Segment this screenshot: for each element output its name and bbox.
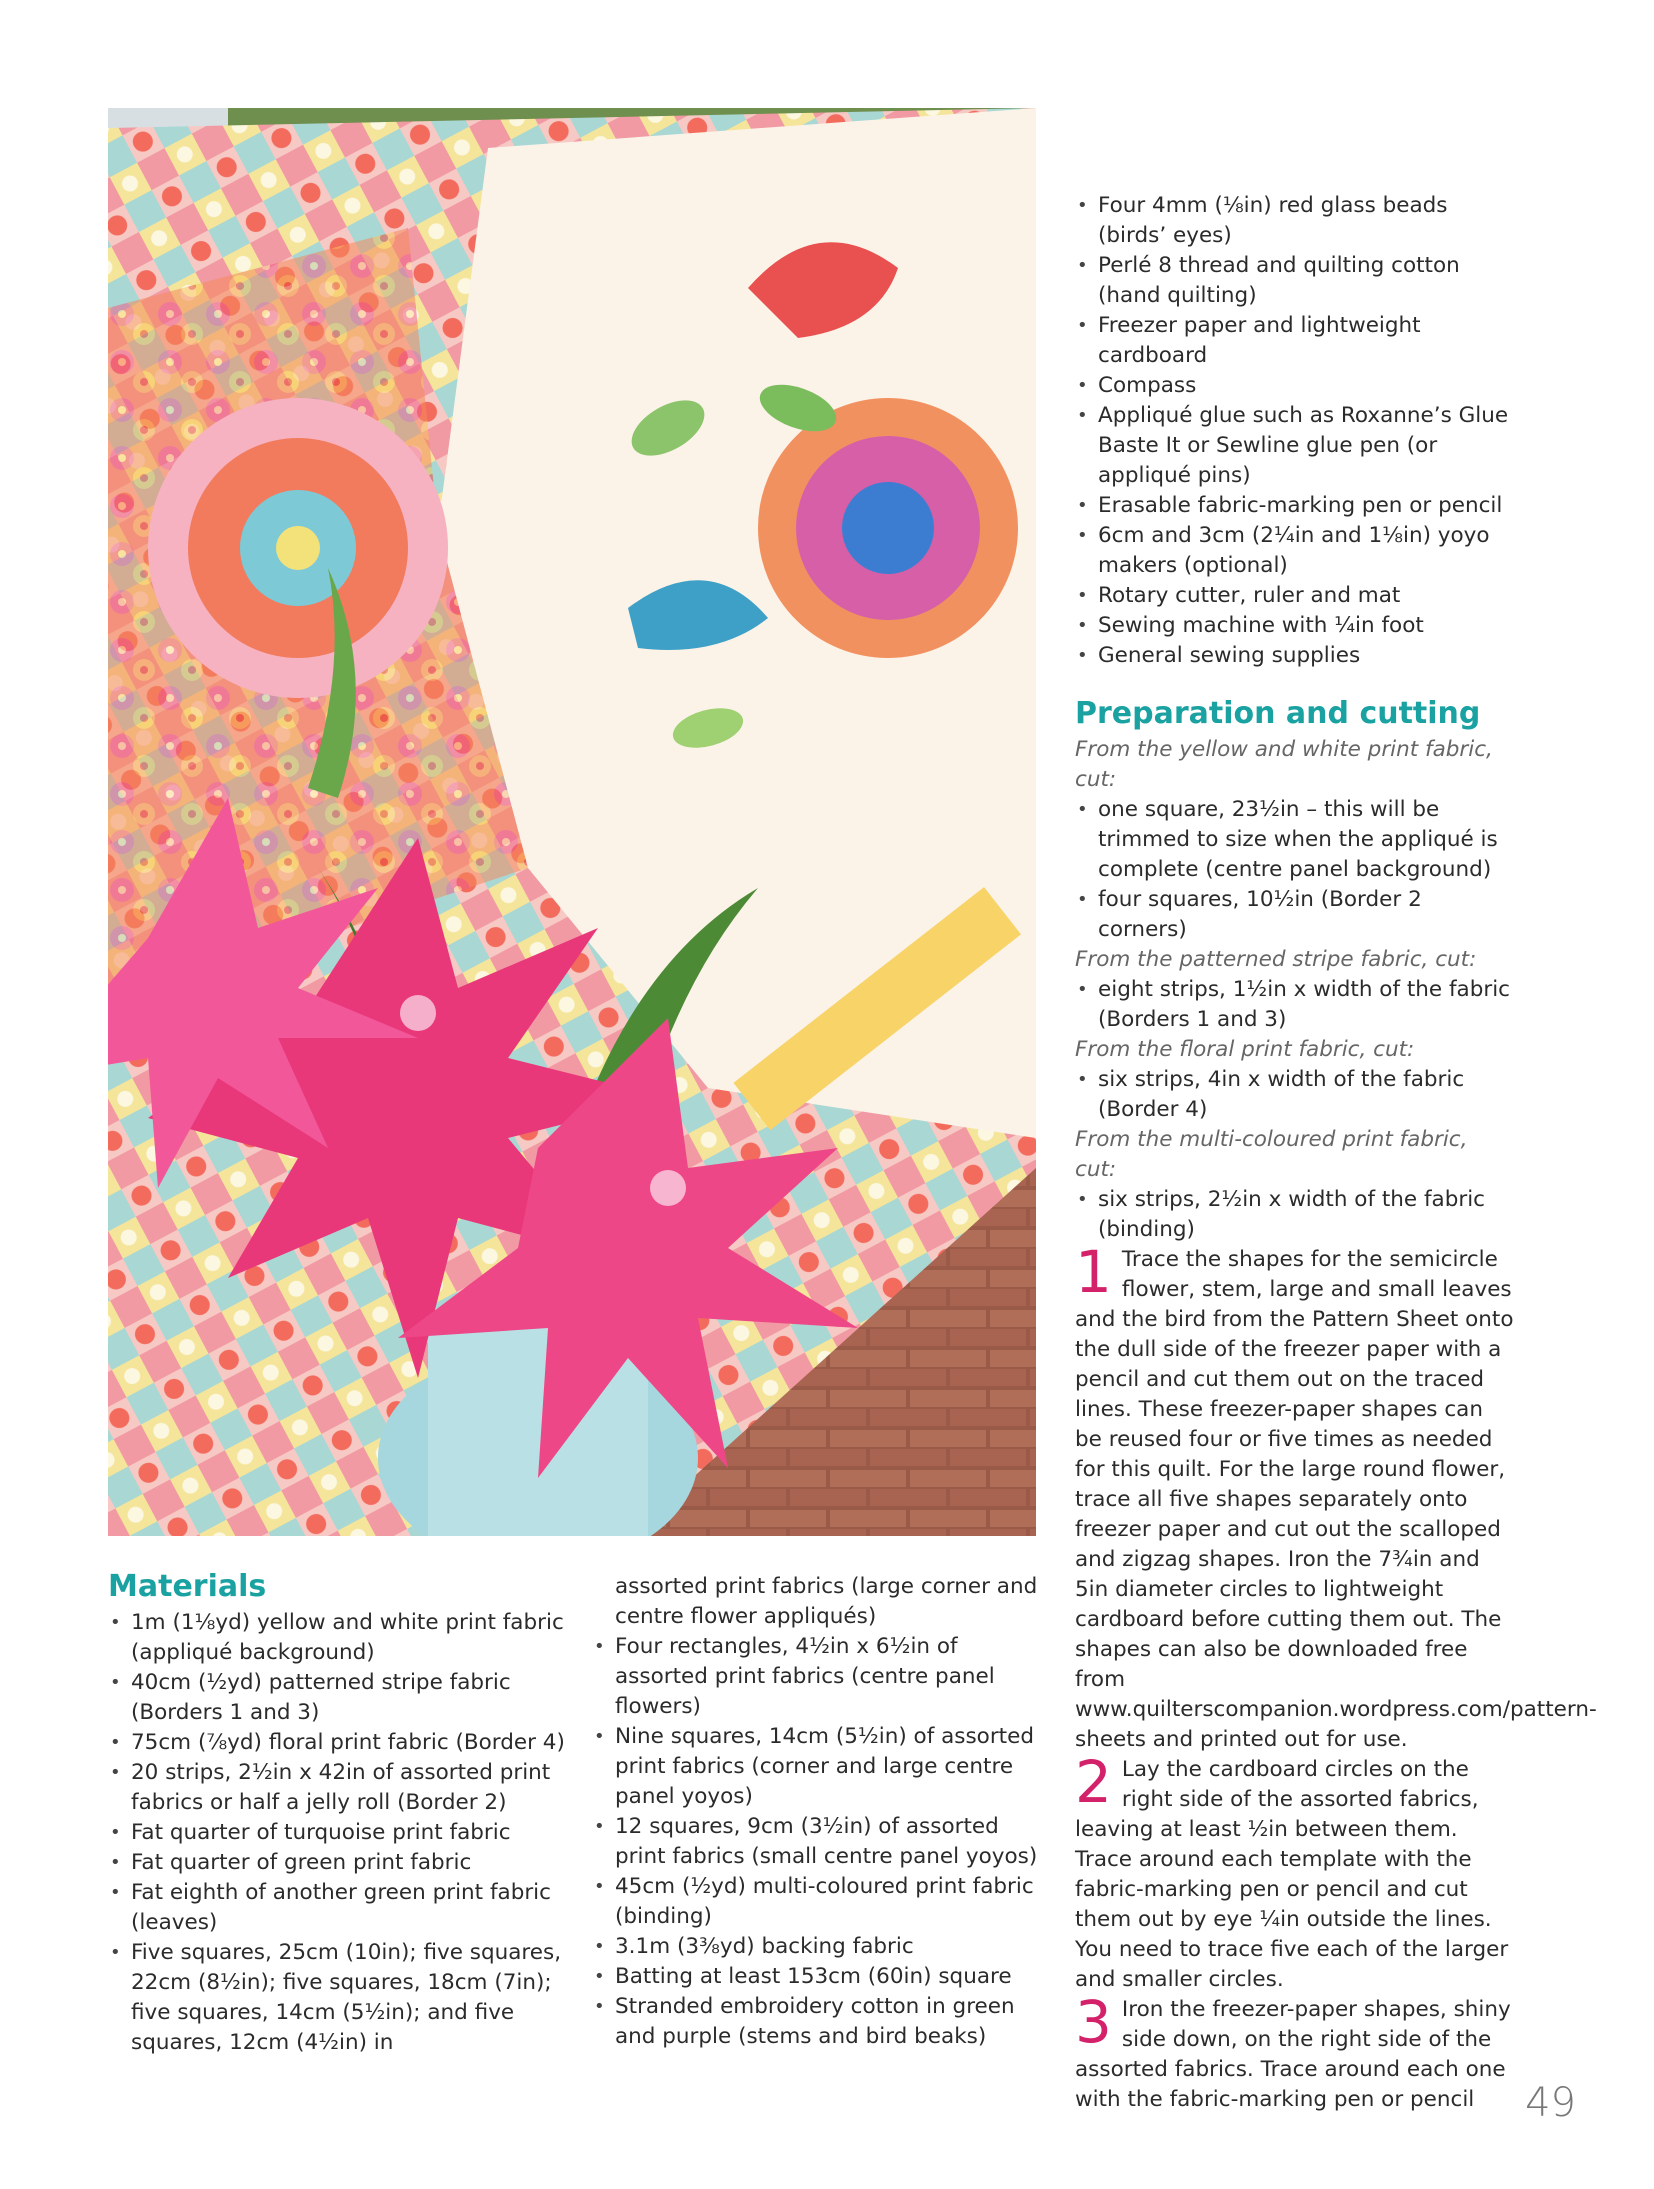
cut-list	[1075, 795, 1515, 945]
cut-group-label: From the multi-coloured print fabric, cut:	[1075, 1127, 1468, 1182]
list-item: • four squares, 10½in (Border 2 corners)	[1075, 885, 1515, 945]
list-item: • Rotary cutter, ruler and mat	[1075, 581, 1515, 611]
step-number: 1	[1075, 1238, 1112, 1306]
quilt-photo-icon	[108, 108, 1036, 1536]
list-item: • Fat quarter of green print fabric	[108, 1848, 578, 1878]
cut-list	[1075, 1185, 1515, 1245]
list-item: • Sewing machine with ¼in foot	[1075, 611, 1515, 641]
list-item: • six strips, 2½in x width of the fabric (binding)	[1075, 1185, 1515, 1245]
materials-column-a	[108, 1568, 578, 2058]
materials-list-c	[1075, 191, 1515, 671]
quilt-photo	[108, 108, 1036, 1536]
list-item: • 12 squares, 9cm (3½in) of assorted print fabrics (small centre panel yoyos)	[592, 1812, 1040, 1872]
list-item: • General sewing supplies	[1075, 641, 1515, 671]
list-item: • Four 4mm (⅛in) red glass beads (birds’ eyes)	[1075, 191, 1515, 251]
preparation-heading: Preparation and cutting	[1075, 696, 1481, 731]
step-text: Trace the shapes for the semicircle flower, stem, large and small leaves and the bird from the Pattern Sheet onto the dull side of the freezer paper with a pencil and cut them out on the traced lines. These freezer-paper shapes can be reused four or five times as needed for this quilt. For the large round flower, trace all five shapes separately onto freezer paper and cut out the scalloped and zigzag shapes. Iron the 7¾in and 5in diameter circles to lightweight cardboard before cutting them out. The shapes can also be downloaded free from www.quilterscompanion.wordpress.com/pattern-sheets and printed out for use.	[1075, 1247, 1597, 1752]
list-item: • Five squares, 25cm (10in); five squares, 22cm (8½in); five squares, 18cm (7in); five squares, 14cm (5½in); and five squares, 12cm (4½in) in	[108, 1938, 578, 2058]
step-3	[1075, 1988, 1515, 2115]
list-item: • Batting at least 153cm (60in) square	[592, 1962, 1040, 1992]
page-number: 49	[1525, 2080, 1576, 2126]
list-item: • Four rectangles, 4½in x 6½in of assorted print fabrics (centre panel flowers)	[592, 1632, 1040, 1722]
list-item: • Compass	[1075, 371, 1515, 401]
step-text: Iron the freezer-paper shapes, shiny side down, on the right side of the assorted fabrics. Trace around each one with the fabric-marking pen or pencil	[1075, 1997, 1511, 2112]
list-item: • 6cm and 3cm (2¼in and 1⅛in) yoyo makers (optional)	[1075, 521, 1515, 581]
list-item: • one square, 23½in – this will be trimmed to size when the appliqué is complete (centre panel background)	[1075, 795, 1515, 885]
list-item: • six strips, 4in x width of the fabric (Border 4)	[1075, 1065, 1515, 1125]
cut-list	[1075, 975, 1515, 1035]
materials-list-b	[592, 1632, 1040, 2052]
list-continuation: assorted print fabrics (large corner and centre flower appliqués)	[615, 1574, 1038, 1629]
materials-list-a	[108, 1608, 578, 2058]
materials-column-b	[592, 1572, 1040, 2052]
list-item: • Perlé 8 thread and quilting cotton (hand quilting)	[1075, 251, 1515, 311]
step-1	[1075, 1238, 1597, 1755]
list-item: • eight strips, 1½in x width of the fabric (Borders 1 and 3)	[1075, 975, 1515, 1035]
list-item: • 20 strips, 2½in x 42in of assorted print fabrics or half a jelly roll (Border 2)	[108, 1758, 578, 1818]
list-item: • Erasable fabric-marking pen or pencil	[1075, 491, 1515, 521]
materials-heading: Materials	[108, 1569, 267, 1604]
list-item: • Nine squares, 14cm (5½in) of assorted print fabrics (corner and large centre panel yoyos)	[592, 1722, 1040, 1812]
list-item: • Fat eighth of another green print fabric (leaves)	[108, 1878, 578, 1938]
list-item: • 45cm (½yd) multi-coloured print fabric (binding)	[592, 1872, 1040, 1932]
cut-group-label: From the patterned stripe fabric, cut:	[1075, 947, 1477, 972]
cut-group-label: From the floral print fabric, cut:	[1075, 1037, 1415, 1062]
list-item: • Freezer paper and lightweight cardboard	[1075, 311, 1515, 371]
list-item: • Stranded embroidery cotton in green and purple (stems and bird beaks)	[592, 1992, 1040, 2052]
list-item: • 1m (1⅛yd) yellow and white print fabric (appliqué background)	[108, 1608, 578, 1668]
list-item: • 75cm (⅞yd) floral print fabric (Border 4)	[108, 1728, 578, 1758]
cut-list	[1075, 1065, 1515, 1125]
step-text: Lay the cardboard circles on the right side of the assorted fabrics, leaving at least ½in between them. Trace around each template with the fabric-marking pen or pencil and cut them out by eye ¼in outside the lines. You need to trace five each of the larger and smaller circles.	[1075, 1757, 1509, 1992]
step-number: 2	[1075, 1748, 1112, 1816]
list-item: • 3.1m (3⅜yd) backing fabric	[592, 1932, 1040, 1962]
list-item: • Fat quarter of turquoise print fabric	[108, 1818, 578, 1848]
list-item: • Appliqué glue such as Roxanne’s Glue Baste It or Sewline glue pen (or appliqué pins)	[1075, 401, 1515, 491]
step-number: 3	[1075, 1988, 1112, 2056]
list-item: • 40cm (½yd) patterned stripe fabric (Borders 1 and 3)	[108, 1668, 578, 1728]
step-2	[1075, 1748, 1515, 1995]
cut-group-label: From the yellow and white print fabric, cut:	[1075, 737, 1493, 792]
